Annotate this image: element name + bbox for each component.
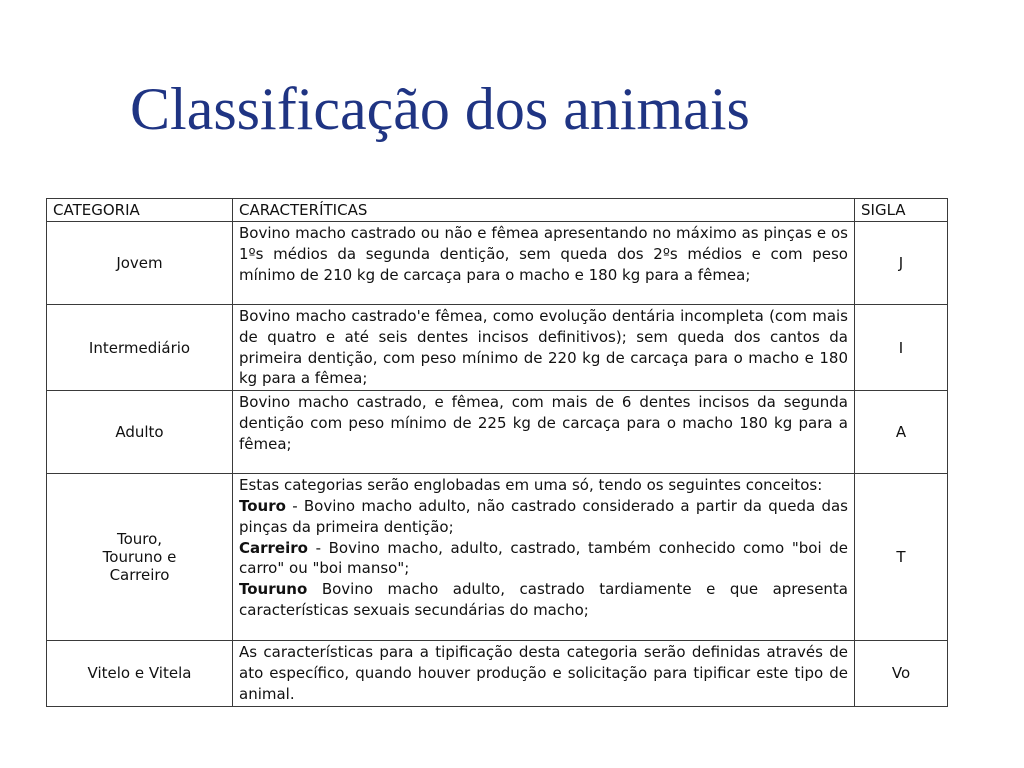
category-line: Carreiro xyxy=(109,566,170,585)
description-cell: Bovino macho castrado ou não e fêmea apresentando no máximo as pinças e os 1ºs médios da segunda dentição, sem queda dos 2ºs médios e com peso mínimo de 210 kg de carcaça para o macho e 180 kg para a fêmea; xyxy=(233,222,855,305)
header-categoria: CATEGORIA xyxy=(47,199,233,222)
description-intro: Estas categorias serão englobadas em uma só, tendo os seguintes conceitos: xyxy=(239,476,823,495)
sigla-cell: I xyxy=(855,305,948,391)
header-sigla: SIGLA xyxy=(855,199,948,222)
term-touro: Touro xyxy=(239,496,286,515)
category-cell: Jovem xyxy=(47,222,233,305)
page-title: Classificação dos animais xyxy=(130,76,750,142)
category-cell: Adulto xyxy=(47,391,233,474)
description-cell: As características para a tipificação desta categoria serão definidas através de ato específico, quando houver produção e solicitação para tipificar este tipo de animal. xyxy=(233,641,855,706)
header-caracteristicas: CARACTERÍTICAS xyxy=(233,199,855,222)
table-row xyxy=(47,391,948,474)
definition-touruno xyxy=(239,579,848,621)
sigla-cell: J xyxy=(855,222,948,305)
term-carreiro: Carreiro xyxy=(239,538,308,557)
sigla-cell: T xyxy=(855,474,948,641)
sigla-cell: Vo xyxy=(855,641,948,706)
description-cell: Bovino macho castrado, e fêmea, com mais de 6 dentes incisos da segunda dentição com peso mínimo de 225 kg de carcaça para o macho 180 kg para a fêmea; xyxy=(233,391,855,474)
classification-table xyxy=(46,198,948,707)
definition-text: - Bovino macho adulto, não castrado considerado a partir da queda das pinças da primeira dentição; xyxy=(239,496,848,536)
sigla-cell: A xyxy=(855,391,948,474)
category-line: Touro, xyxy=(116,530,163,549)
table-row xyxy=(47,641,948,706)
table-row xyxy=(47,474,948,641)
category-line: Touruno e xyxy=(102,548,177,567)
category-cell: Vitelo e Vitela xyxy=(47,641,233,706)
term-touruno: Touruno xyxy=(239,580,308,599)
table-header-row xyxy=(47,199,948,222)
table-row xyxy=(47,305,948,391)
table-row xyxy=(47,222,948,305)
category-cell: Intermediário xyxy=(47,305,233,391)
category-cell xyxy=(47,474,233,641)
definition-carreiro xyxy=(239,538,848,580)
definition-text: - Bovino macho, adulto, castrado, também conhecido como "boi de carro" ou "boi manso"; xyxy=(239,538,848,578)
definition-touro xyxy=(239,496,848,538)
description-cell xyxy=(233,474,855,641)
description-cell: Bovino macho castrado'e fêmea, como evolução dentária incompleta (com mais de quatro e até seis dentes incisos definitivos); sem queda dos cantos da primeira dentição, com peso mínimo de 220 kg de carcaça para o macho e 180 kg para a fêmea; xyxy=(233,305,855,391)
definition-text: Bovino macho adulto, castrado tardiamente e que apresenta características sexuais secundárias do macho; xyxy=(239,580,848,619)
